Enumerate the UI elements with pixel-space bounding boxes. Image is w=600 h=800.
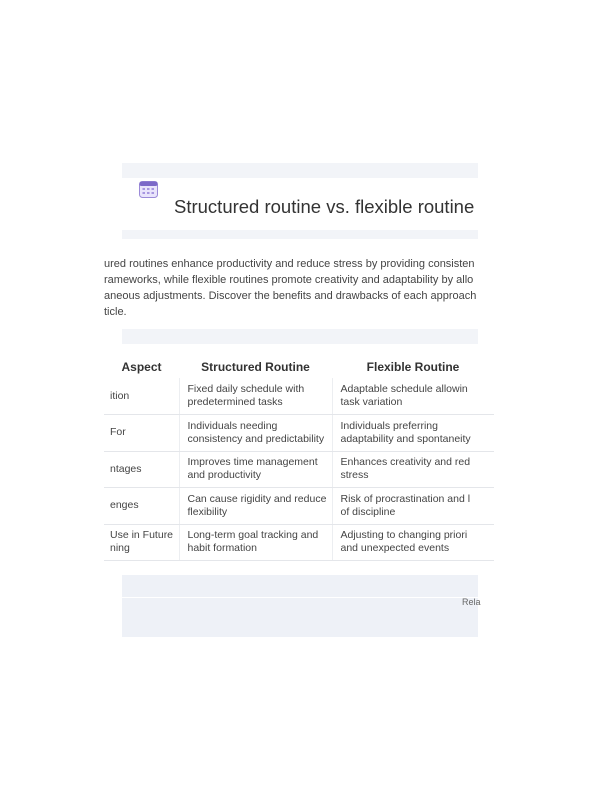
article-card bbox=[104, 163, 481, 637]
cell-line: Individuals preferring bbox=[340, 419, 438, 432]
table-row bbox=[104, 488, 494, 525]
cell-line: ition bbox=[110, 389, 130, 402]
cell-line: predetermined tasks bbox=[187, 396, 283, 408]
cell-line: and unexpected events bbox=[340, 542, 450, 555]
cell-line: Use in Future bbox=[110, 529, 174, 542]
table-cell-flexible bbox=[332, 451, 494, 488]
cell-line: Can cause rigidity and reduce bbox=[187, 492, 327, 505]
footer-divider bbox=[122, 597, 478, 598]
cell-line: Adaptable schedule allowin bbox=[340, 383, 468, 395]
cell-line: Improves time management bbox=[187, 456, 318, 469]
table-cell-aspect bbox=[104, 378, 179, 415]
table-row bbox=[104, 451, 494, 488]
table-cell-flexible bbox=[332, 415, 494, 452]
table-cell-flexible bbox=[332, 524, 494, 561]
calendar-icon bbox=[139, 180, 158, 198]
cell-line: Long-term goal tracking and bbox=[187, 529, 319, 542]
table-row bbox=[104, 524, 494, 561]
cell-line: flexibility bbox=[187, 505, 228, 518]
cell-line: of discipline bbox=[340, 505, 396, 518]
column-header-aspect: Aspect bbox=[121, 360, 162, 374]
intro-paragraph bbox=[104, 256, 476, 320]
table-cell-flexible bbox=[332, 488, 494, 525]
cell-line: ntages bbox=[110, 462, 142, 475]
intro-line: ticle. bbox=[104, 306, 127, 318]
table-cell-structured bbox=[179, 415, 332, 452]
table-cell-flexible bbox=[332, 378, 494, 415]
cell-line: habit formation bbox=[187, 542, 257, 555]
intro-line: aneous adjustments. Discover the benefits and drawbacks of each approach bbox=[104, 290, 477, 302]
table-cell-aspect bbox=[104, 415, 179, 452]
page-title: Structured routine vs. flexible routine bbox=[174, 196, 475, 217]
cell-line: ning bbox=[110, 542, 130, 555]
table-cell-aspect bbox=[104, 451, 179, 488]
table-cell-structured bbox=[179, 488, 332, 525]
intro-line: rameworks, while flexible routines promote creativity and adaptability by allo bbox=[104, 274, 474, 286]
cell-line: Fixed daily schedule with bbox=[187, 383, 305, 395]
cell-line: consistency and predictability bbox=[187, 432, 325, 445]
table-header-row bbox=[104, 360, 494, 378]
divider-band bbox=[122, 329, 478, 344]
related-link[interactable]: Rela bbox=[462, 597, 481, 607]
table-row bbox=[104, 415, 494, 452]
cell-line: task variation bbox=[340, 396, 403, 408]
comparison-table bbox=[104, 360, 494, 561]
cell-line: Individuals needing bbox=[187, 419, 278, 432]
footer-bar bbox=[122, 575, 478, 637]
cell-line: and productivity bbox=[187, 469, 262, 482]
table-cell-aspect bbox=[104, 524, 179, 561]
table-cell-structured bbox=[179, 451, 332, 488]
cell-line: Risk of procrastination and l bbox=[340, 492, 471, 505]
cell-line: Adjusting to changing priori bbox=[340, 529, 468, 542]
table-cell-structured bbox=[179, 524, 332, 561]
top-band bbox=[122, 163, 478, 178]
column-header-structured: Structured Routine bbox=[201, 360, 310, 374]
table-row bbox=[104, 378, 494, 415]
table-cell-structured bbox=[179, 378, 332, 415]
column-header-flexible: Flexible Routine bbox=[366, 360, 460, 374]
cell-line: For bbox=[110, 426, 126, 439]
cell-line: Enhances creativity and red bbox=[340, 456, 471, 469]
divider-band bbox=[122, 230, 478, 239]
table-cell-aspect bbox=[104, 488, 179, 525]
cell-line: adaptability and spontaneity bbox=[340, 432, 471, 445]
intro-line: ured routines enhance productivity and reduce stress by providing consisten bbox=[104, 258, 475, 270]
cell-line: stress bbox=[340, 469, 369, 482]
cell-line: enges bbox=[110, 499, 139, 512]
